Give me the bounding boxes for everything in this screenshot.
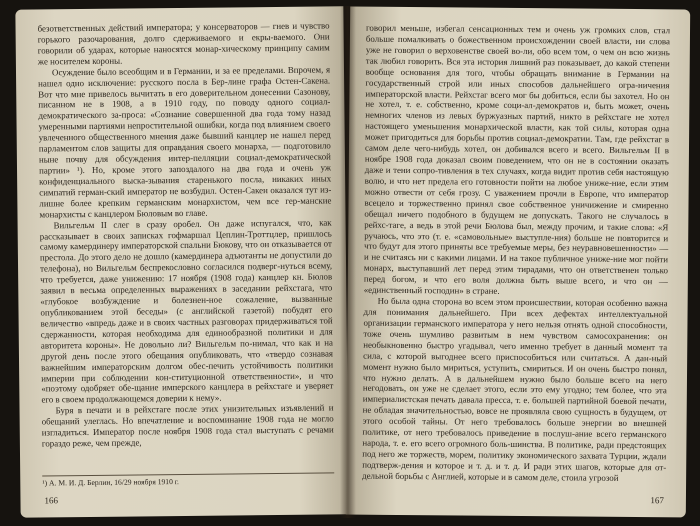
paragraph: Но была одна сторона во всем этом происшествии, которая особенно важна для понимания дальнейшего. При всех дефектах интеллектуальной организации германского императора у него нельзя отнять одной способности, тоже очень шумливо развитым в нем чувством самосохранения: он необыкновенно быстро угадывал, чего именно требует в данный момент та сила, с которой выгоднее всего приспособиться или считаться. А дан-ный момент нужно было мириться, уступить, смириться. И он очень быстро понял, что нужно делать. А в дальнейшем нужно было больше всего на него негодовать, он уже не сделает этого, если это ему угодно; тем более, что эта империалистская печать давала пресса, т. е. большей партийной боевой печати, не обладая значительностью, вовсе не проявляла свою сущность в будущем, от этого особой тайны. От него требовалось больше энергии во внешней политике, от него требовалось приведение в послуш-ание всего германского народа, т. е. его всего огромного боль-шинства. В политике, ради предстоящих под него же торжеств, морем, политику экономического захвата Турции, ждали подтверж-дения и которое и т. д. и т. д. И ради этих шагов, которые для от-дельной борьбы с Англией, которые и в самом деле, стоила угрозой xyxy=(362,295,668,483)
paragraph: Буря в печати и в рейхстаге после этих унизительных изъявлений и обещаний улеглась. Но впечатление и воспоминание 1908 года не могло изгладиться. Император после ноября 1908 года стал выступать с речами гораздо реже, чем прежде, xyxy=(41,402,334,449)
paragraph: безответственных действий императора; у консерваторов — гнев и чувство горького разочарования, долго сдерживаемого и екры-ваемого. Они говорили об ударах, которые наносятся монар-хическому принципу самим же носителем короны. xyxy=(37,20,330,67)
right-page-text xyxy=(362,23,670,484)
paragraph: говорил меньше, избегал сенсационных тем и очень уж громких слов, стал больше помалкивать о божественном происхождении своей власти, ни слова уже не говорил о верховенстве своей во-ли, обо всем том, о чем он всю жизнь так любил говорить. Вся эта история лишний раз показывает, до какой степени вообще основания для того, чтобы обращать внимание в Германии на государственный строй или иных способов дальнейшего огра-ничения императорской власти. Рейхстаг всего мог бы добиться, если бы захотел. Но он не хотел, т. е. собственно, кроме соци-ал-демократов и, быть может, очень немногих членов из левых буржуазных партий, никто в рейхстаге не хотел настоящего уменьшения монархической власти, как той силы, которая одна может пригодиться для борьбы против социал-демократии. Там, где рейхстаг в самом деле чего-нибудь хотел, он добивался всего и всего. Вильгельм II в ноябре 1908 года доказал своим поведением, что он не в состоянии оказать даже и тени сопро-тивления в тех случаях, когда видит против себя настоящую волю, и что нет предела его готовности пойти на любое униже-ние, если этим можно отвести от себя грозу. С уважением прочли в Европе, что император всецело и торжественно принял свое собственное уничижение и смиренно обещал ничего подобного в будущем не допускать. Такого не случалось в рейхс-таге, а ведь в этой речи Бюлова был, между прочим, и такие слова: «Я ручаюсь, что это (т. е. «самовольные» выступле-ния) больше не повторится и что будут для этого приняты все требуемые меры, без неуравновешенности» — и не считаясь ни с какими лицами. И на такое публичное униже-ние мог пойти монарх, выступавший лет перед этим тирадами, что он ответственен только перед богом, и что его воля должна быть выше всего, и что он — «единственный господин» в стране. xyxy=(363,22,671,296)
left-page xyxy=(15,6,348,517)
left-page-text xyxy=(37,20,333,449)
page-number: 166 xyxy=(44,495,59,506)
footnote: ¹) А. М. И. Д. Берлин, 16/29 ноября 1910 г. xyxy=(42,472,334,487)
right-page xyxy=(346,7,690,518)
paragraph: Осуждение было всеобщим и в Германии, и за ее пределами. Впрочем, я нашел одно исключение: русского посла в Бер-лине графа Остен-Сакена. Вот что мне привелось вычитать в его доверительном донесении Сазонову, писанном не в 1908, а в 1910 году, по поводу одного социал-демократического за-проса: «Сознание совершенной два года тому назад умеренными партиями непростительной ошибки, когда под влиянием своего увлеченного общественного мнения даже бывший канцлер не нашел перед парламентом слов защиты для оправдания своего монарха, — подготовило ныне почву для обсуждения интер-пелляции социал-демократической партии» ¹). Но, кроме этого запоздалого на два года и очень уж конфиденциального выска-зывания старенького посла, никаких иных симпатий герман-ский император не возбудил. Остен-Сакен оказался тут из-лишне более крепким германским монархистом, чем все гер-манские монархисты с канцлером Бюловым во главе. xyxy=(38,64,332,220)
paragraph: Вильгельм II слег в сразу оробел. Он даже испугался, что, как рассказывает в своих записках гофмаршал Цеплин-Троттцлер, пришлось самому камердинеру императорской спальни Бюкову, что он отказывается от престола. До этого дело не дошло (камердинера адъютанты не допустили до телефона), но Вильгельм беспрекословно согласился подверг-нуться всему, что требуется, даже унижению: 17 ноября (1908 года) канцлер кн. Бюлов заявил в весьма определенных выражениях в заседании рейхстага, что «глубокое возбуждение и болезнен-ное сожаление, вызванные опубликованием этой беседы» (с английской газетой) побудят его величество «впредь даже и в своих частных разговорах придерживаться той сдержанности, которая необходима для единообразной политики и для авторитета короны». Не довольно ли? Вильгельм по-нимал, что как и на другой день после этого обещания опубликовать, что «твердо сознавая важнейшим императорским долгом обес-печить устойчивость политики империи при соблюдении кон-ституционной ответственности», и что «поэтому одобряет обе-щание имперского канцлера в рейхстаге и уверяет его в своем продолжающемся доверии к нему». xyxy=(39,217,334,405)
page-number: 167 xyxy=(650,495,664,506)
